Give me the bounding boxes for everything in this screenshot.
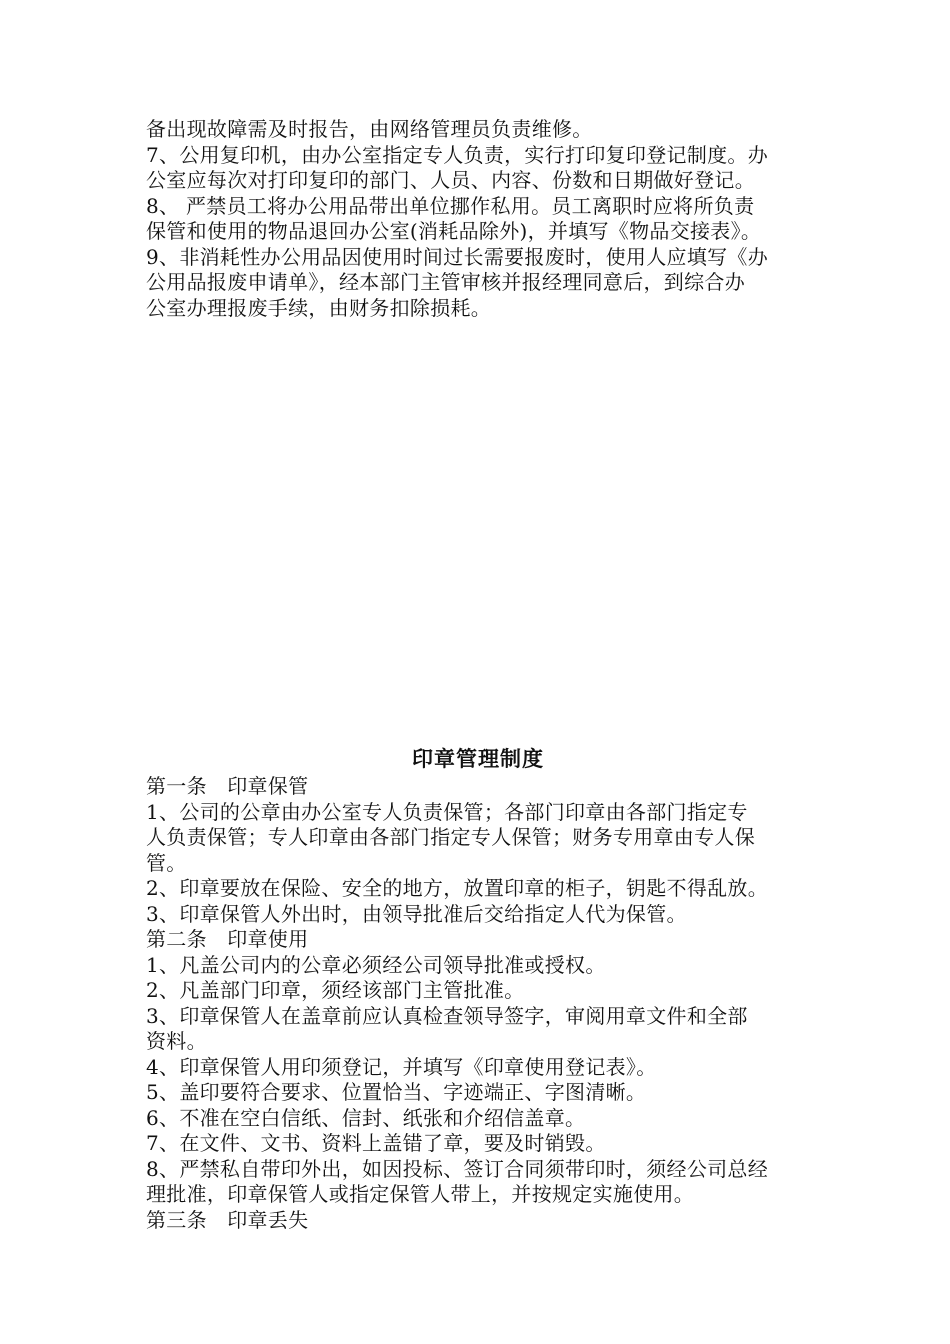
paragraph-line: 5、盖印要符合要求、位置恰当、字迹端正、字图清晰。: [146, 1080, 647, 1104]
paragraph-line: 8、 严禁员工将办公用品带出单位挪作私用。员工离职时应将所负责: [146, 193, 755, 218]
article-heading: 第二条 印章使用: [146, 927, 309, 951]
paragraph-line: 公用品报废申请单》，经本部门主管审核并报经理同意后，到综合办: [146, 270, 745, 294]
paragraph-line: 人负责保管；专人印章由各部门指定专人保管；财务专用章由专人保: [146, 825, 755, 849]
paragraph-line: 3、印章保管人外出时，由领导批准后交给指定人代为保管。: [146, 901, 687, 926]
article-heading: 第一条 印章保管: [146, 774, 309, 798]
paragraph-line: 1、凡盖公司内的公章必须经公司领导批准或授权。: [146, 952, 606, 977]
paragraph-line: 2、凡盖部门印章，须经该部门主管批准。: [146, 978, 525, 1002]
paragraph-line: 7、在文件、文书、资料上盖错了章，要及时销毁。: [146, 1131, 606, 1155]
paragraph-line: 1、公司的公章由办公室专人负责保管；各部门印章由各部门指定专: [146, 799, 748, 824]
paragraph-line: 4、印章保管人用印须登记，并填写《印章使用登记表》。: [146, 1054, 657, 1079]
paragraph-line: 3、印章保管人在盖章前应认真检查领导签字，审阅用章文件和全部: [146, 1003, 748, 1028]
paragraph-line: 保管和使用的物品退回办公室(消耗品除外)，并填写《物品交接表》。: [146, 219, 762, 243]
paragraph-line: 理批准，印章保管人或指定保管人带上，并按规定实施使用。: [146, 1182, 695, 1206]
paragraph-line: 8、严禁私自带印外出，如因投标、签订合同须带印时，须经公司总经: [146, 1156, 769, 1181]
office-supplies-continuation: [146, 117, 810, 321]
paragraph-line: 7、公用复印机，由办公室指定专人负责，实行打印复印登记制度。办: [146, 142, 769, 167]
article-heading: 第三条 印章丢失: [146, 1207, 309, 1232]
paragraph-line: 2、印章要放在保险、安全的地方，放置印章的柜子，钥匙不得乱放。: [146, 876, 769, 900]
paragraph-line: 公室办理报废手续，由财务扣除损耗。: [146, 295, 492, 320]
paragraph-line: 公室应每次对打印复印的部门、人员、内容、份数和日期做好登记。: [146, 168, 755, 192]
paragraph-line: 管。: [146, 850, 187, 875]
paragraph-line: 资料。: [146, 1029, 207, 1053]
paragraph-line: 6、不准在空白信纸、信封、纸张和介绍信盖章。: [146, 1105, 586, 1130]
seal-management-section: [146, 744, 810, 1233]
paragraph-line: 9、非消耗性办公用品因使用时间过长需要报废时，使用人应填写《办: [146, 244, 769, 269]
section-title: 印章管理制度: [412, 746, 544, 771]
paragraph-line: 备出现故障需及时报告，由网络管理员负责维修。: [146, 117, 593, 141]
